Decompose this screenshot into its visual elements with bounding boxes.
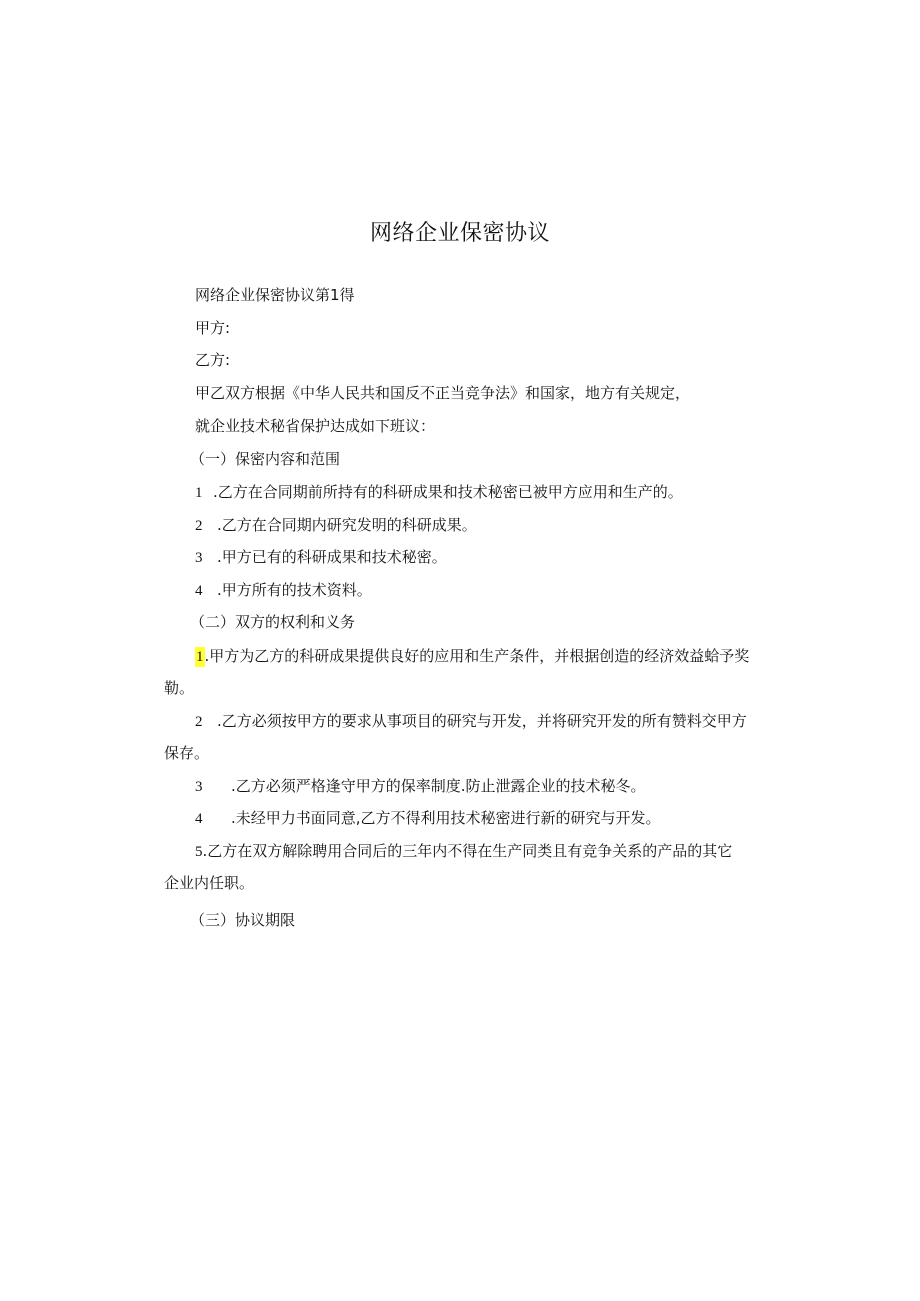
item-text: .乙方在合同期内研究发明的科研成果。 (217, 516, 477, 534)
section-1-item (195, 547, 447, 568)
item-number: 2 (195, 714, 203, 730)
section-1-item (195, 482, 683, 503)
item-text: .甲方所有的技术资料。 (217, 581, 372, 599)
party-a-label: 甲方: (195, 319, 231, 337)
item-number: 3 (195, 550, 203, 566)
section-2-item-5-line-1 (195, 841, 732, 862)
section-1-item (195, 580, 372, 601)
section-2-item-1-line-1 (195, 646, 749, 667)
item-number: 2 (195, 518, 203, 534)
item-number: 4 (195, 583, 203, 599)
item-text: .甲方为乙方的科研成果提供良好的应用和生产条件，并根据创造的经济效益蛤予奖 (204, 647, 750, 665)
item-text: .乙方必须按甲方的要求从事项目的研究与开发，并将研究开发的所有赞料交甲方 (217, 712, 747, 730)
section-3-heading: （三）协议期限 (190, 911, 296, 929)
highlighted-item-number: 1 (196, 649, 204, 665)
section-2-item-2-line-2: 保存。 (164, 744, 210, 762)
section-2-item-3 (195, 776, 646, 797)
item-text: .乙方在双方解除聘用合同后的三年内不得在生产同类且有竞争关系的产品的其它 (202, 842, 733, 860)
section-2-item-2-line-1 (195, 711, 747, 732)
intro-paragraph-line-1: 甲乙双方根据《中华人民共和国反不正当竞争法》和国家，地方有关规定， (195, 384, 691, 402)
section-2-heading: （二）双方的权利和义务 (190, 613, 356, 631)
section-2-item-5-line-2: 企业内任职。 (164, 874, 255, 892)
document-title: 网络企业保密协议 (369, 221, 550, 246)
item-number: 4 (195, 811, 203, 827)
party-b-label: 乙方: (195, 351, 231, 369)
item-text: .甲方已有的科研成果和技术秘密。 (217, 548, 447, 566)
item-text: .未经甲力书面同意,乙方不得利用技术秘密进行新的研究与开发。 (231, 809, 661, 827)
section-1-heading: （一）保密内容和范围 (190, 450, 341, 468)
item-number: 5 (195, 844, 203, 860)
item-text: .乙方必须严格逢守甲方的保率制度.防止泄露企业的技术秘冬。 (231, 777, 646, 795)
item-number: 1 (195, 485, 203, 501)
section-2-item-1-line-2: 勒。 (164, 679, 195, 697)
item-number: 3 (195, 779, 203, 795)
intro-paragraph-line-2: 就企业技术秘省保护达成如下班议： (195, 417, 436, 435)
section-2-item-4 (195, 808, 661, 829)
item-text: .乙方在合同期前所持有的科研成果和技术秘密已被甲方应用和生产的。 (213, 483, 683, 501)
document-subtitle: 网络企业保密协议第1得 (195, 286, 355, 304)
section-1-item (195, 515, 477, 536)
